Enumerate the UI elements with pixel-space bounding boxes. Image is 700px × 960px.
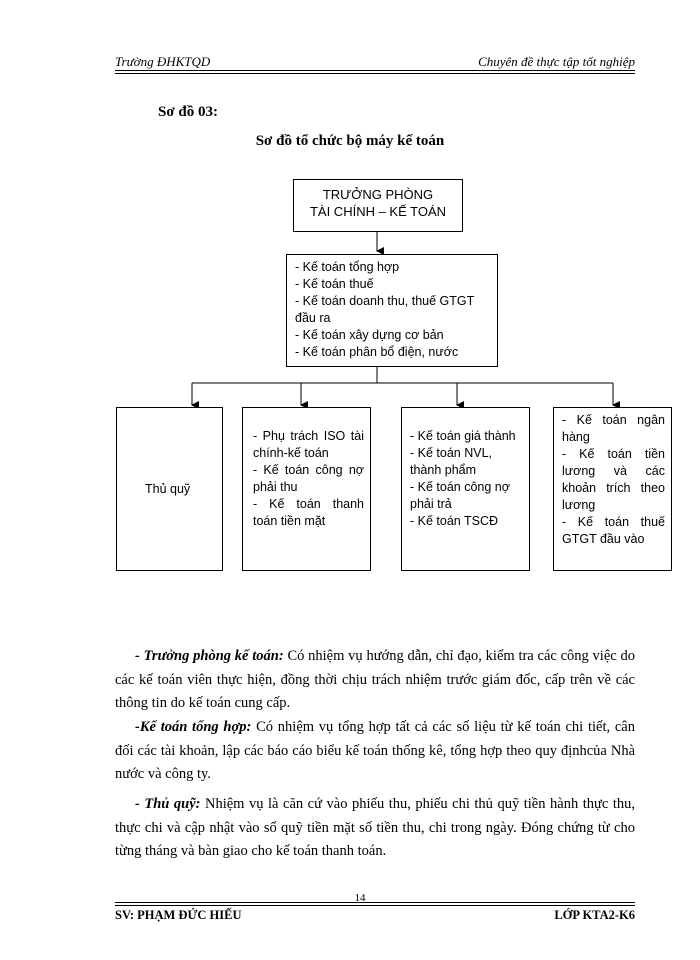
sub-box-iso	[242, 407, 371, 571]
paragraph-lead: -Kế toán tổng hợp:	[135, 719, 252, 735]
footer-rule-thin	[115, 905, 635, 906]
sub-box-item: - Kế toán giá thành	[410, 429, 516, 443]
sub-box-item: - Kế toán TSCĐ	[410, 514, 499, 528]
sub-box-bank	[553, 407, 672, 571]
mid-box-item: - Kế toán xây dựng cơ bản	[295, 328, 444, 342]
mid-box	[286, 254, 498, 367]
paragraph-lead: - Thủ quỹ:	[135, 796, 201, 812]
mid-box-item: - Kế toán thuế	[295, 277, 374, 291]
footer-student: SV: PHẠM ĐỨC HIẾU	[115, 908, 242, 922]
paragraph-text: Có nhiệm vụ tổng hợp tất cả các số liệu từ kế toán chi tiết, cân đối các tài khoản, lập các báo cáo biểu kế toán thống kê, tổng hợp theo quy địnhcủa Nhà nước và công ty.	[115, 719, 635, 782]
sub-box-item: - Kế toán thanh toán tiền mặt	[253, 497, 364, 528]
sub-box-item: - Kế toán tiền lương và các khoản trích theo lương	[562, 447, 665, 512]
paragraph-treasurer	[115, 793, 635, 864]
diagram-label: Sơ đồ 03:	[158, 104, 218, 120]
footer-rule	[115, 902, 635, 903]
paragraph-text: Có nhiệm vụ hướng dẫn, chỉ đạo, kiểm tra các công việc do các kế toán viên thực hiện, đồng thời chịu trách nhiệm trước giám đốc, cấp trên về các thông tin do kế toán cung cấp.	[115, 648, 635, 711]
paragraph-lead: - Trưởng phòng kế toán:	[135, 648, 284, 664]
paragraph-chief-accountant	[115, 645, 635, 716]
sub-box-item: - Kế toán ngân hàng	[562, 413, 665, 444]
sub-box-item: - Kế toán thuế GTGT đầu vào	[562, 515, 665, 546]
mid-box-item: - Kế toán doanh thu, thuế GTGT đầu ra	[295, 294, 475, 325]
paragraph-general-accountant	[115, 716, 635, 787]
header-report-title: Chuyên đề thực tập tốt nghiệp	[478, 54, 635, 69]
mid-box-item: - Kế toán tổng hợp	[295, 260, 400, 274]
diagram-title: Sơ đồ tổ chức bộ máy kế toán	[255, 133, 445, 149]
sub-box-item: - Kế toán công nợ phải thu	[253, 463, 364, 494]
paragraph-text: Nhiệm vụ là căn cứ vào phiếu thu, phiếu chi thủ quỹ tiền hành thực thu, thực chi và cập nhật vào sổ quỹ tiền mặt số tiền thu, chi trong ngày. Đóng chứng từ cho từng tháng và bàn giao cho kế toán thanh toán.	[115, 796, 635, 859]
head-box-line-2: TÀI CHÍNH – KẾ TOÁN	[309, 204, 447, 219]
sub-box-treasurer	[116, 407, 223, 571]
head-box	[293, 179, 463, 232]
sub-box-item: Thủ quỹ	[145, 481, 191, 496]
sub-box-cost	[401, 407, 530, 571]
mid-box-item: - Kế toán phân bổ điện, nước	[295, 345, 459, 359]
sub-box-item: - Phụ trách ISO tài chính-kế toán	[253, 429, 364, 460]
header-school: Trường ĐHKTQD	[115, 54, 211, 69]
sub-box-item: - Kế toán công nợ phải trả	[410, 480, 510, 511]
footer-class: LỚP KTA2-K6	[554, 908, 635, 922]
head-box-line-1: TRƯỞNG PHÒNG	[322, 187, 434, 202]
page-number: 14	[354, 892, 366, 904]
sub-box-item: - Kế toán NVL, thành phẩm	[410, 446, 492, 477]
